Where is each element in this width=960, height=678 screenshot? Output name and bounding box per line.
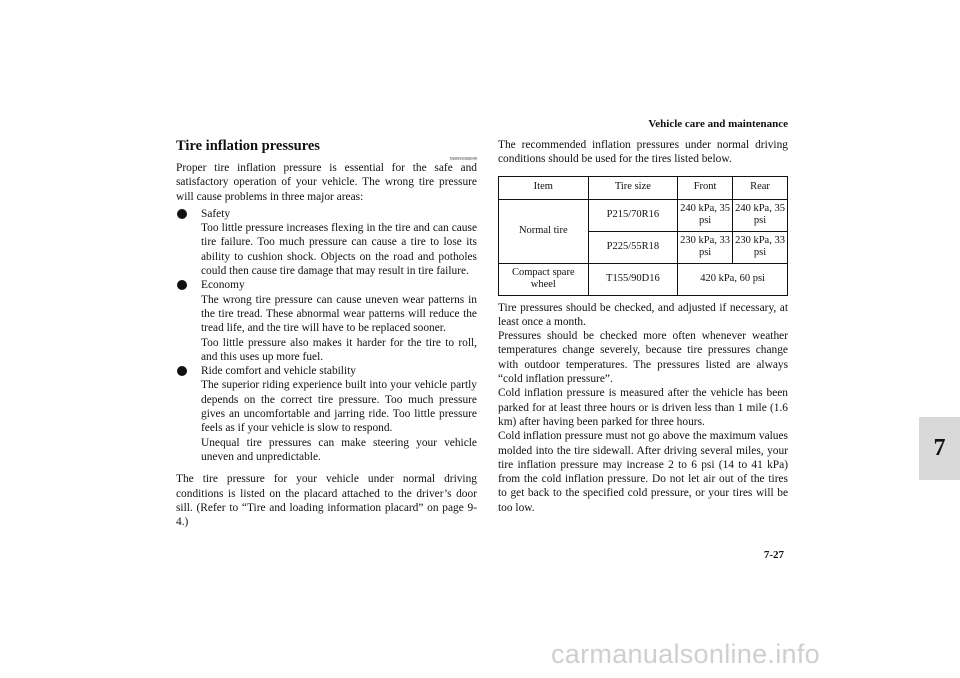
bullet-item-safety [176, 207, 477, 278]
bullet-item-economy [176, 278, 477, 364]
bullet-text: Too little pressure also makes it harder for the tire to roll, and this uses up more fuel. [201, 336, 477, 363]
bullet-item-ride-comfort [176, 364, 477, 464]
table-intro: The recommended inflation pressures under normal driving conditions should be used for the tires listed below. [498, 139, 788, 166]
bullet-text: The superior riding experience built into your vehicle partly depends on the correct tire pressure. Too much pressure gives an uncomfortable and jarring ride. Too little pressure feels as if your vehicle is slow to respond. [201, 379, 477, 435]
intro-paragraph: Proper tire inflation pressure is essential for the safe and satisfactory operation of your vehicle. The wrong tire pressure will cause problems in three major areas: [176, 162, 477, 203]
table-header: Front [678, 176, 733, 199]
bullet-icon [177, 366, 187, 376]
bullet-title: Ride comfort and vehicle stability [201, 365, 356, 378]
bullet-text: Too little pressure increases flexing in the tire and can cause tire failure. Too much pressure can cause a tire to lose its ability to cushion shock. Objects on the road and potholes could then cause tire damage that may result in tire failure. [201, 222, 477, 278]
table-cell: T155/90D16 [588, 263, 678, 295]
outro-paragraph: The tire pressure for your vehicle under normal driving conditions is listed on the placard attached to the driver’s door sill. (Refer to “Tire and loading information placard” on page 9-4.) [176, 473, 477, 529]
table-cell: 420 kPa, 60 psi [678, 263, 788, 295]
table-cell: 240 kPa, 35 psi [678, 199, 733, 231]
body-paragraph: Tire pressures should be checked, and adjusted if necessary, at least once a month. [498, 301, 788, 328]
bullet-text: Unequal tire pressures can make steering your vehicle uneven and unpredictable. [201, 436, 477, 463]
table-cell: 230 kPa, 33 psi [678, 231, 733, 263]
table-row [499, 199, 788, 231]
bullet-title: Safety [201, 207, 231, 220]
section-code: N00939300099 [449, 156, 477, 161]
table-cell: P215/70R16 [588, 199, 678, 231]
tire-pressure-table [498, 176, 788, 296]
table-header: Item [499, 176, 589, 199]
bullet-icon [177, 209, 187, 219]
table-cell: 230 kPa, 33 psi [733, 231, 788, 263]
bullet-text: The wrong tire pressure can cause uneven wear patterns in the tire tread. These abnormal wear patterns will reduce the tread life, and the tire will have to be replaced sooner. [201, 293, 477, 335]
table-cell: Normal tire [499, 199, 589, 263]
table-cell: Compact spare wheel [499, 263, 589, 295]
page-title: Tire inflation pressures [176, 138, 320, 154]
table-header: Rear [733, 176, 788, 199]
page-number: 7-27 [763, 549, 784, 561]
table-row [499, 263, 788, 295]
section-header: Vehicle care and maintenance [648, 118, 788, 130]
chapter-tab: 7 [919, 417, 960, 480]
table-cell: 240 kPa, 35 psi [733, 199, 788, 231]
table-cell: P225/55R18 [588, 231, 678, 263]
bullet-list [176, 207, 477, 464]
body-paragraph: Cold inflation pressure must not go above the maximum values molded into the tire sidewall. After driving several miles, your tire inflation pressure may increase 2 to 6 psi (14 to 41 kPa) from the cold inflation pressure. Do not let air out of the tires to get back to the specified cold pressure, or your tires will be too low. [498, 430, 788, 514]
body-paragraph: Pressures should be checked more often whenever weather temperatures change severely, because tire pressures change with outdoor temperatures. The pressures listed are always “cold inflation pressure”. [498, 330, 788, 386]
watermark-logo: carmanualsonline.info [551, 639, 820, 669]
bullet-icon [177, 280, 187, 290]
bullet-title: Economy [201, 279, 245, 292]
left-column [176, 138, 477, 529]
table-header-row [499, 176, 788, 199]
table-header: Tire size [588, 176, 678, 199]
right-column [498, 138, 788, 515]
body-paragraph: Cold inflation pressure is measured after the vehicle has been parked for at least three hours or is driven less than 1 mile (1.6 km) after having been parked for three hours. [498, 387, 788, 428]
